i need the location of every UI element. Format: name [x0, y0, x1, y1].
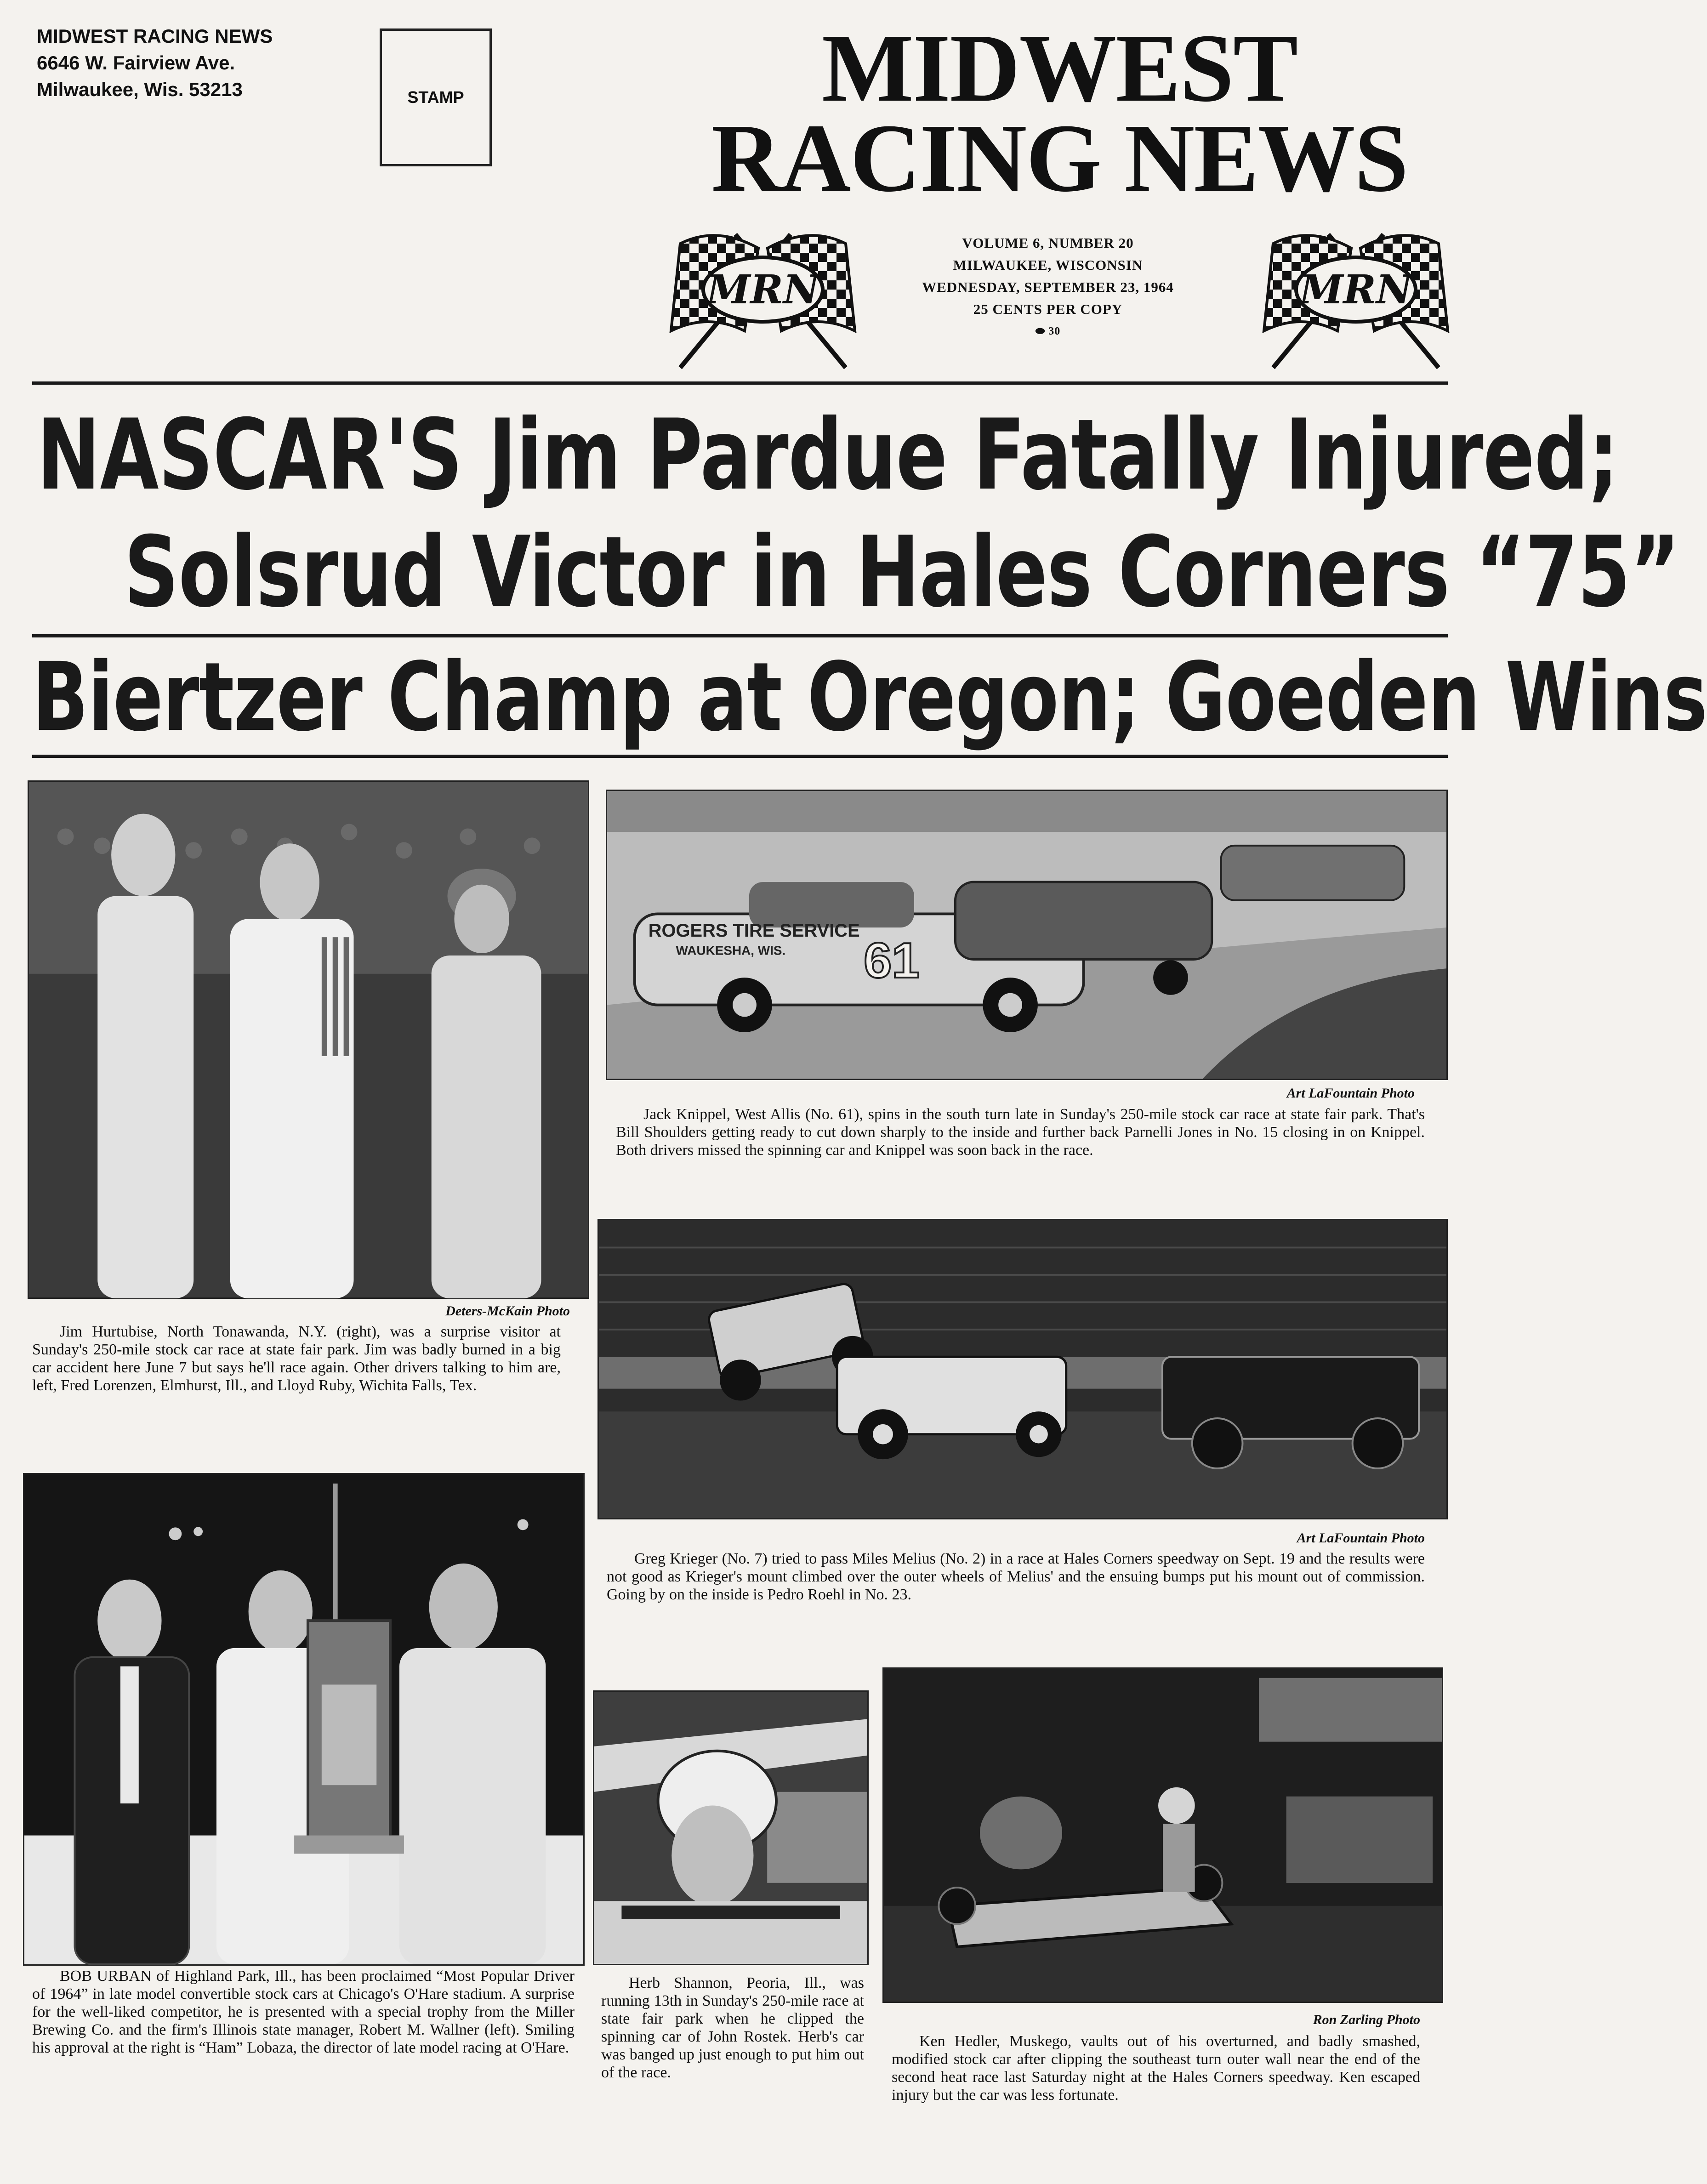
- mailer-street: 6646 W. Fairview Ave.: [37, 52, 235, 74]
- logo-text: MRN: [1299, 267, 1412, 313]
- union-mark: [887, 320, 1209, 342]
- union-mark-number: 30: [1048, 325, 1061, 337]
- mailer-name: MIDWEST RACING NEWS: [37, 25, 273, 47]
- masthead-line-1: MIDWEST: [821, 14, 1297, 122]
- photo-modified-crash-caption: Greg Krieger (No. 7) tried to pass Miles Melius (No. 2) in a race at Hales Corners speedway on Sept. 19 and the results were not good as Krieger's mount climbed over the outer wheels of Melius' and the ensuing bumps put his mount out of commission. Going by on the inside is Pedro Roehl in No. 23.: [607, 1550, 1425, 1603]
- headline-1-line-2: Solsrud Victor in Hales Corners “75”: [124, 515, 1680, 629]
- photo-spinning-car-caption: Jack Knippel, West Allis (No. 61), spins in the south turn late in Sunday's 250-mile stock car race at state fair park. That's Bill Shoulders getting ready to cut down sharply to the inside and further back Parnelli Jones in No. 15 closing in on Knippel. Both drivers missed the spinning car and Knippel was soon back in the race.: [616, 1106, 1425, 1159]
- photo-driver-helmet-caption: Herb Shannon, Peoria, Ill., was running 13th in Sunday's 250-mile race at state fair park when he clipped the spinning car of John Rostek. Herb's car was banged up just enough to put him out of the race.: [601, 1974, 864, 2081]
- issue-place: MILWAUKEE, WISCONSIN: [953, 257, 1143, 273]
- car-sign: ROGERS TIRE SERVICE: [648, 921, 860, 941]
- mailer-city: Milwaukee, Wis. 53213: [37, 79, 243, 100]
- headline-1-line-1: NASCAR'S Jim Pardue Fatally Injured;: [37, 398, 1619, 512]
- logo-text: MRN: [706, 267, 819, 313]
- photo-overturned-car-credit: Ron Zarling Photo: [1313, 2012, 1420, 2027]
- photo-spinning-car: [606, 790, 1448, 1080]
- checkered-flag-logo-right: [1246, 216, 1466, 381]
- issue-date: WEDNESDAY, SEPTEMBER 23, 1964: [922, 279, 1174, 295]
- checkered-flag-logo-left: [653, 216, 873, 381]
- rule-bottom: [32, 755, 1448, 758]
- issue-volume: VOLUME 6, NUMBER 20: [962, 235, 1134, 251]
- masthead-line-2: RACING NEWS: [711, 104, 1408, 212]
- union-mark-icon: ⬬: [1035, 325, 1046, 337]
- photo-drivers-caption: Jim Hurtubise, North Tonawanda, N.Y. (right), was a surprise visitor at Sunday's 250-mile stock car race at state fair park. Jim was badly burned in a big car accident here June 7 but says he'll race again. Other drivers talking to him are, left, Fred Lorenzen, Elmhurst, Ill., and Lloyd Ruby, Wichita Falls, Tex.: [32, 1323, 561, 1394]
- photo-overturned-car: [882, 1667, 1443, 2003]
- masthead: [680, 14, 1439, 212]
- issue-price: 25 CENTS PER COPY: [973, 301, 1123, 317]
- car-town: WAUKESHA, WIS.: [676, 943, 786, 958]
- rule-middle: [32, 634, 1448, 637]
- photo-trophy-caption: BOB URBAN of Highland Park, Ill., has been proclaimed “Most Popular Driver of 1964” in late model convertible stock cars at Chicago's O'Hare stadium. A surprise for the well-liked competitor, he is presented with a special trophy from the Miller Brewing Co. and the firm's Illinois state manager, Robert M. Wallner (left). Smiling his approval at the right is “Ham” Lobaza, the director of late model racing at O'Hare.: [32, 1968, 575, 2056]
- photo-modified-crash: [597, 1219, 1448, 1519]
- headline-2: Biertzer Champ at Oregon; Goeden Wins: [32, 642, 1707, 752]
- photo-drivers-credit: Deters-McKain Photo: [445, 1303, 570, 1319]
- photo-overturned-car-caption: Ken Hedler, Muskego, vaults out of his overturned, and badly smashed, modified stock car after clipping the southeast turn outer wall near the end of the second heat race last Saturday night at the Hales Corners speedway. Ken escaped injury but the car was less fortunate.: [892, 2033, 1420, 2104]
- car-number: 61: [864, 933, 920, 989]
- stamp-label: STAMP: [407, 88, 464, 107]
- stamp-box: [380, 28, 492, 166]
- rule-top: [32, 381, 1448, 385]
- photo-drivers: [28, 780, 589, 1299]
- photo-modified-crash-credit: Art LaFountain Photo: [1297, 1530, 1425, 1546]
- photo-trophy: [23, 1473, 585, 1966]
- photo-spinning-car-credit: Art LaFountain Photo: [1286, 1086, 1415, 1101]
- photo-driver-helmet: [593, 1690, 869, 1965]
- mailing-address: [37, 23, 273, 103]
- issue-info: [887, 232, 1209, 342]
